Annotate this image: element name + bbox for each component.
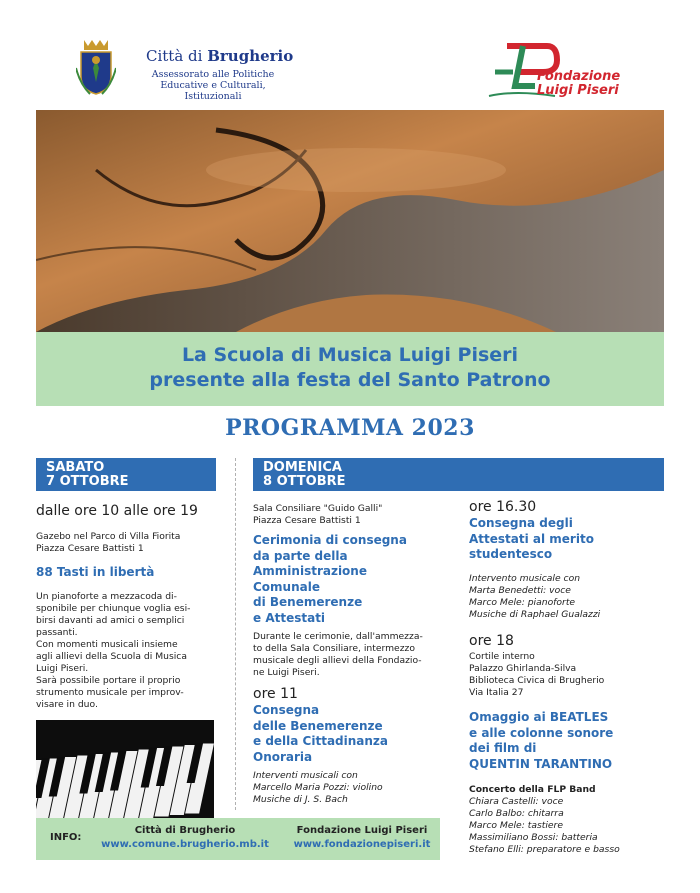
cello-hero-image	[36, 110, 664, 332]
title-line: di Benemerenze	[253, 595, 363, 609]
title-line: e Attestati	[253, 610, 326, 625]
programma-heading: PROGRAMMA 2023	[225, 415, 475, 441]
title-line: e alle colonne sonore	[469, 725, 614, 740]
description-line: Durante le cerimonie, dall'ammezza-	[253, 631, 423, 642]
band-heading: Concerto della FLP Band	[469, 784, 596, 795]
title-band	[36, 332, 664, 406]
ceremony-description	[253, 631, 453, 679]
band-member: Carlo Balbo: chitarra	[469, 808, 564, 819]
music-line: Musiche di J. S. Bach	[253, 794, 348, 805]
music-line: Marco Mele: pianoforte	[469, 597, 576, 608]
info-foundation: Fondazione Luigi Piseri www.fondazionepiseri.it	[282, 824, 442, 852]
attestati-music	[469, 573, 600, 621]
title-line: Onoraria	[253, 749, 313, 764]
description-line: musicale degli allievi della Fondazio-	[253, 655, 422, 666]
title-line-2: presente alla festa del Santo Patrono	[149, 369, 551, 391]
title-line: Consegna	[253, 703, 320, 717]
ceremony-title	[253, 533, 407, 626]
info-city: Città di Brugherio www.comune.brugherio.mb.it	[101, 825, 269, 850]
city-name: Città di Brugherio	[146, 47, 294, 65]
description-line: ne Luigi Piseri.	[253, 667, 320, 678]
band-member: Marco Mele: tastiere	[469, 820, 563, 831]
title-line: Amministrazione	[253, 564, 367, 578]
saturday-event-title: 88 Tasti in libertà	[36, 565, 155, 579]
city-department: Assessorato alle Politiche Educative e Culturali, Istituzionali	[151, 69, 275, 102]
title-line: Cerimonia di consegna	[253, 533, 407, 547]
title-line: Attestati al merito	[469, 531, 594, 546]
sunday-bar: DOMENICA 8 OTTOBRE	[253, 458, 664, 491]
consegna-title	[253, 703, 388, 765]
band-members	[469, 796, 620, 856]
sunday-place: Sala Consiliare "Guido Galli" Piazza Cesare Battisti 1	[253, 503, 383, 526]
description-line: sponibile per chiunque voglia esi-	[36, 603, 191, 614]
description-line: Luigi Piseri.	[36, 663, 89, 674]
band-member: Stefano Elli: preparatore e basso	[469, 844, 620, 855]
city-crest-icon	[76, 38, 116, 96]
description-line: passanti.	[36, 627, 78, 638]
info-label: INFO:	[50, 832, 82, 843]
music-line: Marta Benedetti: voce	[469, 585, 571, 596]
description-line: birsi davanti ad amici o semplici	[36, 615, 185, 626]
description-line: Un pianoforte a mezzacoda di-	[36, 591, 177, 602]
city-url-link[interactable]: www.comune.brugherio.mb.it	[101, 839, 269, 850]
time-1630: ore 16.30	[469, 499, 537, 515]
title-line: delle Benemerenze	[253, 718, 383, 733]
description-line: Sarà possibile portare il proprio	[36, 675, 181, 686]
band-member: Chiara Castelli: voce	[469, 796, 564, 807]
attestati-title	[469, 516, 594, 563]
place-line: Palazzo Ghirlanda-Silva	[469, 663, 577, 674]
consegna-music	[253, 770, 383, 806]
music-line: Musiche di Raphael Gualazzi	[469, 609, 601, 620]
title-line: e della Cittadinanza	[253, 734, 389, 748]
piano-keys-image	[36, 720, 214, 820]
band-member: Massimiliano Bossi: batteria	[469, 832, 598, 843]
music-line: Marcello Maria Pozzi: violino	[253, 782, 383, 793]
foundation-name: Fondazione Luigi Piseri	[537, 69, 621, 98]
time-11: ore 11	[253, 686, 298, 702]
music-line: Interventi musicali con	[253, 770, 358, 781]
beatles-title	[469, 710, 613, 772]
description-line: Con momenti musicali insieme	[36, 639, 178, 650]
saturday-description	[36, 591, 216, 711]
music-line: Intervento musicale con	[469, 573, 581, 584]
description-line: strumento musicale per improv-	[36, 687, 184, 698]
saturday-time: dalle ore 10 alle ore 19	[36, 503, 198, 519]
saturday-bar: SABATO 7 OTTOBRE	[36, 458, 216, 491]
foundation-url-link[interactable]: www.fondazionepiseri.it	[293, 839, 431, 850]
time-18: ore 18	[469, 633, 514, 649]
title-line: Comunale	[253, 579, 320, 594]
place-18	[469, 651, 604, 699]
title-line-1: La Scuola di Musica Luigi Piseri	[181, 344, 519, 366]
description-line: to della Sala Consiliare, intermezzo	[253, 643, 415, 654]
title-line: da parte della	[253, 548, 348, 563]
column-separator	[235, 458, 236, 810]
place-line: Biblioteca Civica di Brugherio	[469, 675, 605, 686]
place-line: Cortile interno	[469, 651, 535, 662]
description-line: agli allievi della Scuola di Musica	[36, 651, 187, 662]
description-line: visare in duo.	[36, 699, 98, 710]
place-line: Via Italia 27	[469, 687, 524, 698]
title-line: Omaggio ai BEATLES	[469, 710, 609, 724]
saturday-place: Gazebo nel Parco di Villa Fiorita Piazza Cesare Battisti 1	[36, 531, 181, 554]
title-line: QUENTIN TARANTINO	[469, 756, 613, 771]
title-line: dei film di	[469, 741, 537, 755]
title-line: studentesco	[469, 547, 553, 561]
title-line: Consegna degli	[469, 516, 573, 530]
